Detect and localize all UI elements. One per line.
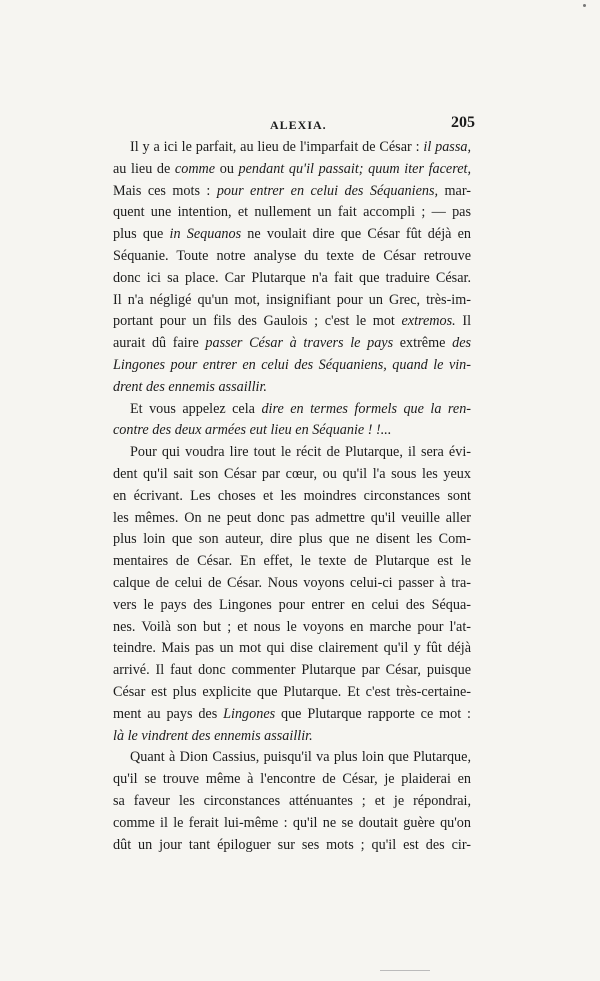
italic-text: il passa, (423, 139, 471, 155)
text-line (113, 159, 471, 181)
text-line (113, 464, 471, 486)
text-line (113, 617, 471, 639)
text-line (113, 486, 471, 508)
text-line (113, 355, 471, 377)
text-line (113, 137, 471, 159)
text-line (113, 704, 471, 726)
italic-text: in Sequanos (169, 226, 242, 243)
text-segment: nes. Voilà son but ; et nous le voyons en marche pour l'at- (113, 618, 471, 635)
text-line (113, 224, 471, 246)
text-line (113, 268, 471, 290)
text-segment: extrême (393, 335, 453, 352)
text-line (113, 573, 471, 595)
text-segment: en écrivant. Les choses et les moindres circonstances sont (113, 487, 471, 504)
text-line (113, 791, 471, 813)
text-line (113, 181, 471, 203)
text-line (113, 769, 471, 791)
text-line (113, 529, 471, 551)
text-line (113, 290, 471, 312)
text-segment: Il y a ici le parfait, au lieu de l'imparfait de César : (130, 139, 424, 155)
text-segment: quent une intention, et nullement un fait accompli ; — pas (113, 204, 471, 221)
text-segment: ment au pays des (113, 705, 224, 722)
text-line (113, 813, 471, 835)
text-segment: plus que (113, 226, 170, 243)
text-line (113, 551, 471, 573)
italic-text: drent des ennemis assaillir. (113, 378, 267, 395)
text-segment: ou (215, 160, 239, 177)
margin-speck (583, 4, 586, 7)
text-segment: comme il le ferait lui-même : qu'il ne se doutait guère qu'on (113, 814, 471, 831)
text-segment: mar- (438, 182, 471, 199)
text-line (113, 747, 471, 769)
page-bottom-smudge (380, 970, 430, 971)
text-segment: Séquanie. Toute notre analyse du texte de César retrouve (113, 247, 471, 264)
italic-text: Lingones (223, 705, 276, 722)
text-segment: Pour qui voudra lire tout le récit de Plutarque, il sera évi- (130, 444, 471, 461)
text-segment: vers le pays des Lingones pour entrer en celui des Séqua- (113, 596, 471, 613)
text-segment: sa faveur les circonstances atténuantes ; et je répondrai, (113, 792, 471, 809)
text-segment: donc ici sa place. Car Plutarque n'a fait que traduire César. (113, 269, 471, 286)
italic-text: Lingones pour entrer en celui des Séquaniens, quand le vin- (113, 356, 471, 373)
italic-text: dire en termes formels que la ren- (261, 400, 471, 417)
text-segment: que Plutarque rapporte ce mot : (275, 705, 471, 722)
italic-text: comme (174, 160, 216, 177)
running-title: ALEXIA. (270, 118, 327, 132)
text-line (113, 726, 471, 748)
text-segment: teindre. Mais pas un mot qui dise clairement qu'il y fût déjà (113, 640, 471, 657)
text-segment: dent qu'il sait son César par cœur, ou qu'il l'a sous les yeux (113, 465, 471, 482)
text-line (113, 835, 471, 857)
text-segment: dût un jour tant épiloguer sur ses mots ; qu'il est des cir- (113, 836, 471, 853)
text-segment: ne voulait dire que César fût déjà en (241, 226, 471, 243)
italic-text: pendant qu'il passait; quum iter faceret, (238, 160, 471, 177)
text-segment: Mais ces mots : (113, 182, 217, 199)
text-segment: Et vous appelez cela (130, 400, 262, 417)
text-segment: Il (455, 313, 471, 330)
text-segment: César est plus explicite que Plutarque. Et c'est très-certaine- (113, 683, 471, 700)
text-segment: aurait dû faire (113, 335, 206, 352)
text-line (113, 202, 471, 224)
text-line (113, 660, 471, 682)
text-segment: plus loin que son auteur, dire plus que ne disent les Com- (113, 531, 471, 548)
text-segment: calque de celui de César. Nous voyons celui-ci passer à tra- (113, 574, 471, 591)
italic-text: passer César à travers le pays (205, 335, 394, 352)
text-segment: portant pour un fils des Gaulois ; c'est le mot (113, 313, 402, 330)
text-line (113, 595, 471, 617)
text-segment: mentaires de César. En effet, le texte de Plutarque est le (113, 553, 471, 570)
text-segment: Il n'a négligé qu'un mot, insignifiant pour un Grec, très-im- (113, 291, 471, 308)
text-segment: arrivé. Il faut donc commenter Plutarque par César, puisque (113, 662, 471, 679)
text-line (113, 638, 471, 660)
text-line (113, 377, 471, 399)
text-line (113, 333, 471, 355)
text-line (113, 508, 471, 530)
italic-text: extremos. (401, 313, 456, 330)
italic-text: contre des deux armées eut lieu en Séquanie ! !... (113, 422, 392, 439)
italic-text: pour entrer en celui des Séquaniens, (216, 182, 439, 199)
body-text (113, 137, 471, 856)
italic-text: des (452, 335, 471, 352)
text-segment: les mêmes. On ne peut donc pas admettre qu'il veuille aller (113, 509, 471, 526)
text-line (113, 399, 471, 421)
text-line (113, 442, 471, 464)
text-segment: au lieu de (113, 160, 175, 177)
page-number: 205 (451, 114, 475, 131)
text-line (113, 246, 471, 268)
text-line (113, 311, 471, 333)
text-line (113, 682, 471, 704)
text-line (113, 420, 471, 442)
text-segment: Quant à Dion Cassius, puisqu'il va plus loin que Plutarque, (130, 749, 471, 766)
italic-text: là le vindrent des ennemis assaillir. (113, 727, 313, 744)
text-segment: qu'il se trouve même à l'encontre de César, je plaiderai en (113, 771, 471, 788)
